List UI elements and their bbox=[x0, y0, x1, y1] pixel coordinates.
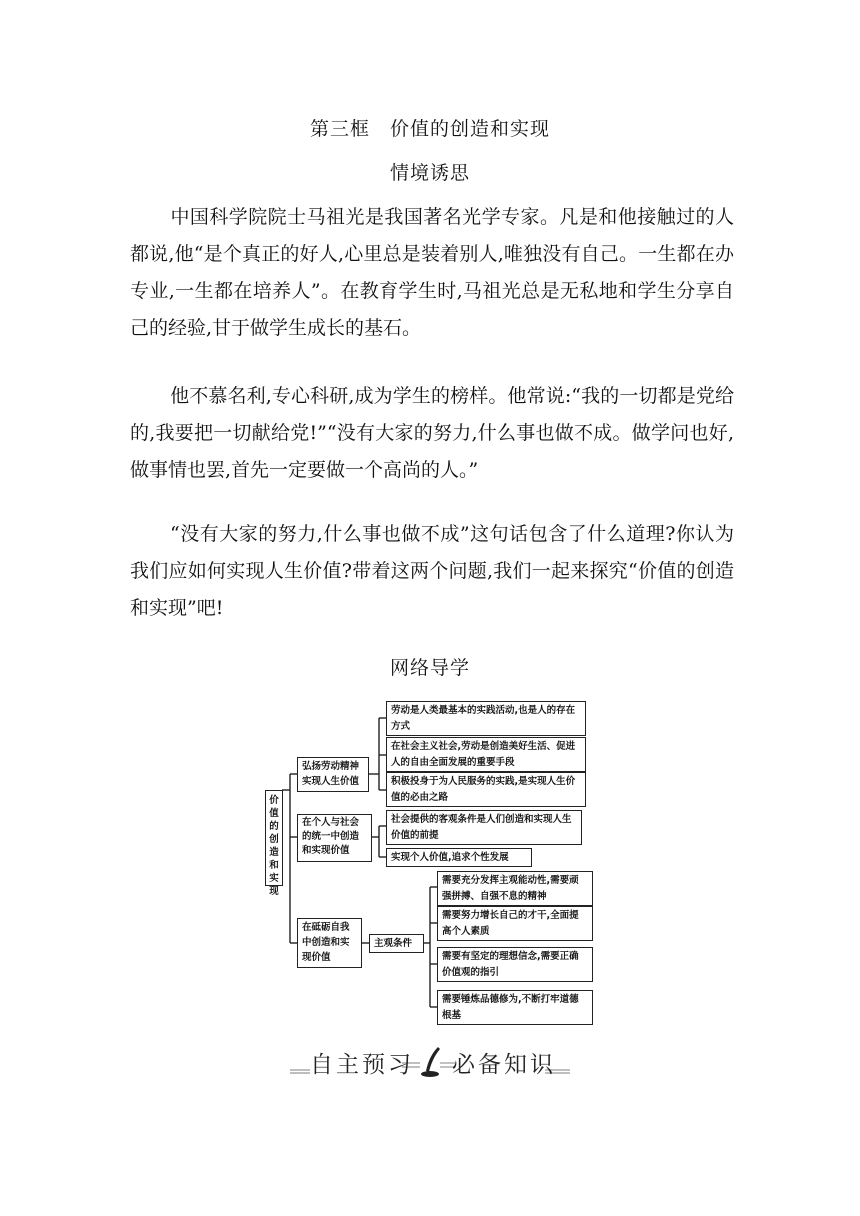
branch-3-item-1: 需要充分发挥主观能动性,需要顽强拼搏、自强不息的精神 bbox=[437, 871, 593, 906]
page-title bbox=[0, 114, 860, 141]
branch-1-item-2: 在社会主义社会,劳动是创造美好生活、促进人的自由全面发展的重要手段 bbox=[386, 737, 586, 772]
branch-2-node: 在个人与社会的统一中创造和实现价值 bbox=[297, 814, 372, 862]
branch-2-item-2: 实现个人价值,追求个性发展 bbox=[386, 848, 532, 867]
section-banner bbox=[290, 1043, 570, 1083]
section-subtitle: 情境诱思 bbox=[389, 162, 470, 184]
story-paragraph-1: 中国科学院院士马祖光是我国著名光学专家。凡是和他接触过的人都说,他“是个真正的好人,心里总是装着别人,唯独没有自己。一生都在办专业,一生都在培养人”。在教育学生时,马祖光总是无私地和学生分享自己的经验,甘于做学生成长的基石。 bbox=[130, 206, 734, 339]
branch-3-node: 在砥砺自我中创造和实现价值 bbox=[297, 918, 362, 968]
story-paragraph-3: “没有大家的努力,什么事也做不成”这句话包含了什么道理?你认为我们应如何实现人生价值?带着这两个问题,我们一起来探究“价值的创造和实现”吧! bbox=[130, 523, 734, 619]
branch-1-item-1: 劳动是人类最基本的实践活动,也是人的存在方式 bbox=[386, 701, 586, 736]
story-paragraph-2: 他不慕名利,专心科研,成为学生的榜样。他常说:“我的一切都是党给的,我要把一切献给党!”“没有大家的努力,什么事也做不成。做学问也好,做事情也罢,首先一定要做一个高尚的人。” bbox=[130, 385, 734, 481]
branch-2-item-1: 社会提供的客观条件是人们创造和实现人生价值的前提 bbox=[386, 810, 582, 845]
branch-1-node: 弘扬劳动精神实现人生价值 bbox=[297, 757, 369, 792]
branch-3-item-3: 需要有坚定的理想信念,需要正确价值观的指引 bbox=[437, 947, 593, 982]
network-title: 网络导学 bbox=[389, 657, 470, 679]
banner-right-text: 必备知识 bbox=[452, 1052, 556, 1078]
banner-left-text: 自主预习 bbox=[310, 1052, 414, 1078]
section-title: 价值的创造和实现 bbox=[390, 118, 551, 140]
branch-3-sub-label: 主观条件 bbox=[369, 934, 424, 953]
branch-3-item-4: 需要锤炼品德修为,不断打牢道德根基 bbox=[437, 990, 593, 1025]
root-node: 价值的创造和实现 bbox=[265, 790, 283, 886]
quill-pen-icon bbox=[418, 1045, 444, 1079]
branch-3-item-2: 需要努力增长自己的才干,全面提高个人素质 bbox=[437, 906, 593, 941]
branch-1-item-3: 积极投身于为人民服务的实践,是实现人生价值的必由之路 bbox=[386, 772, 586, 807]
section-label: 第三框 bbox=[309, 118, 370, 140]
